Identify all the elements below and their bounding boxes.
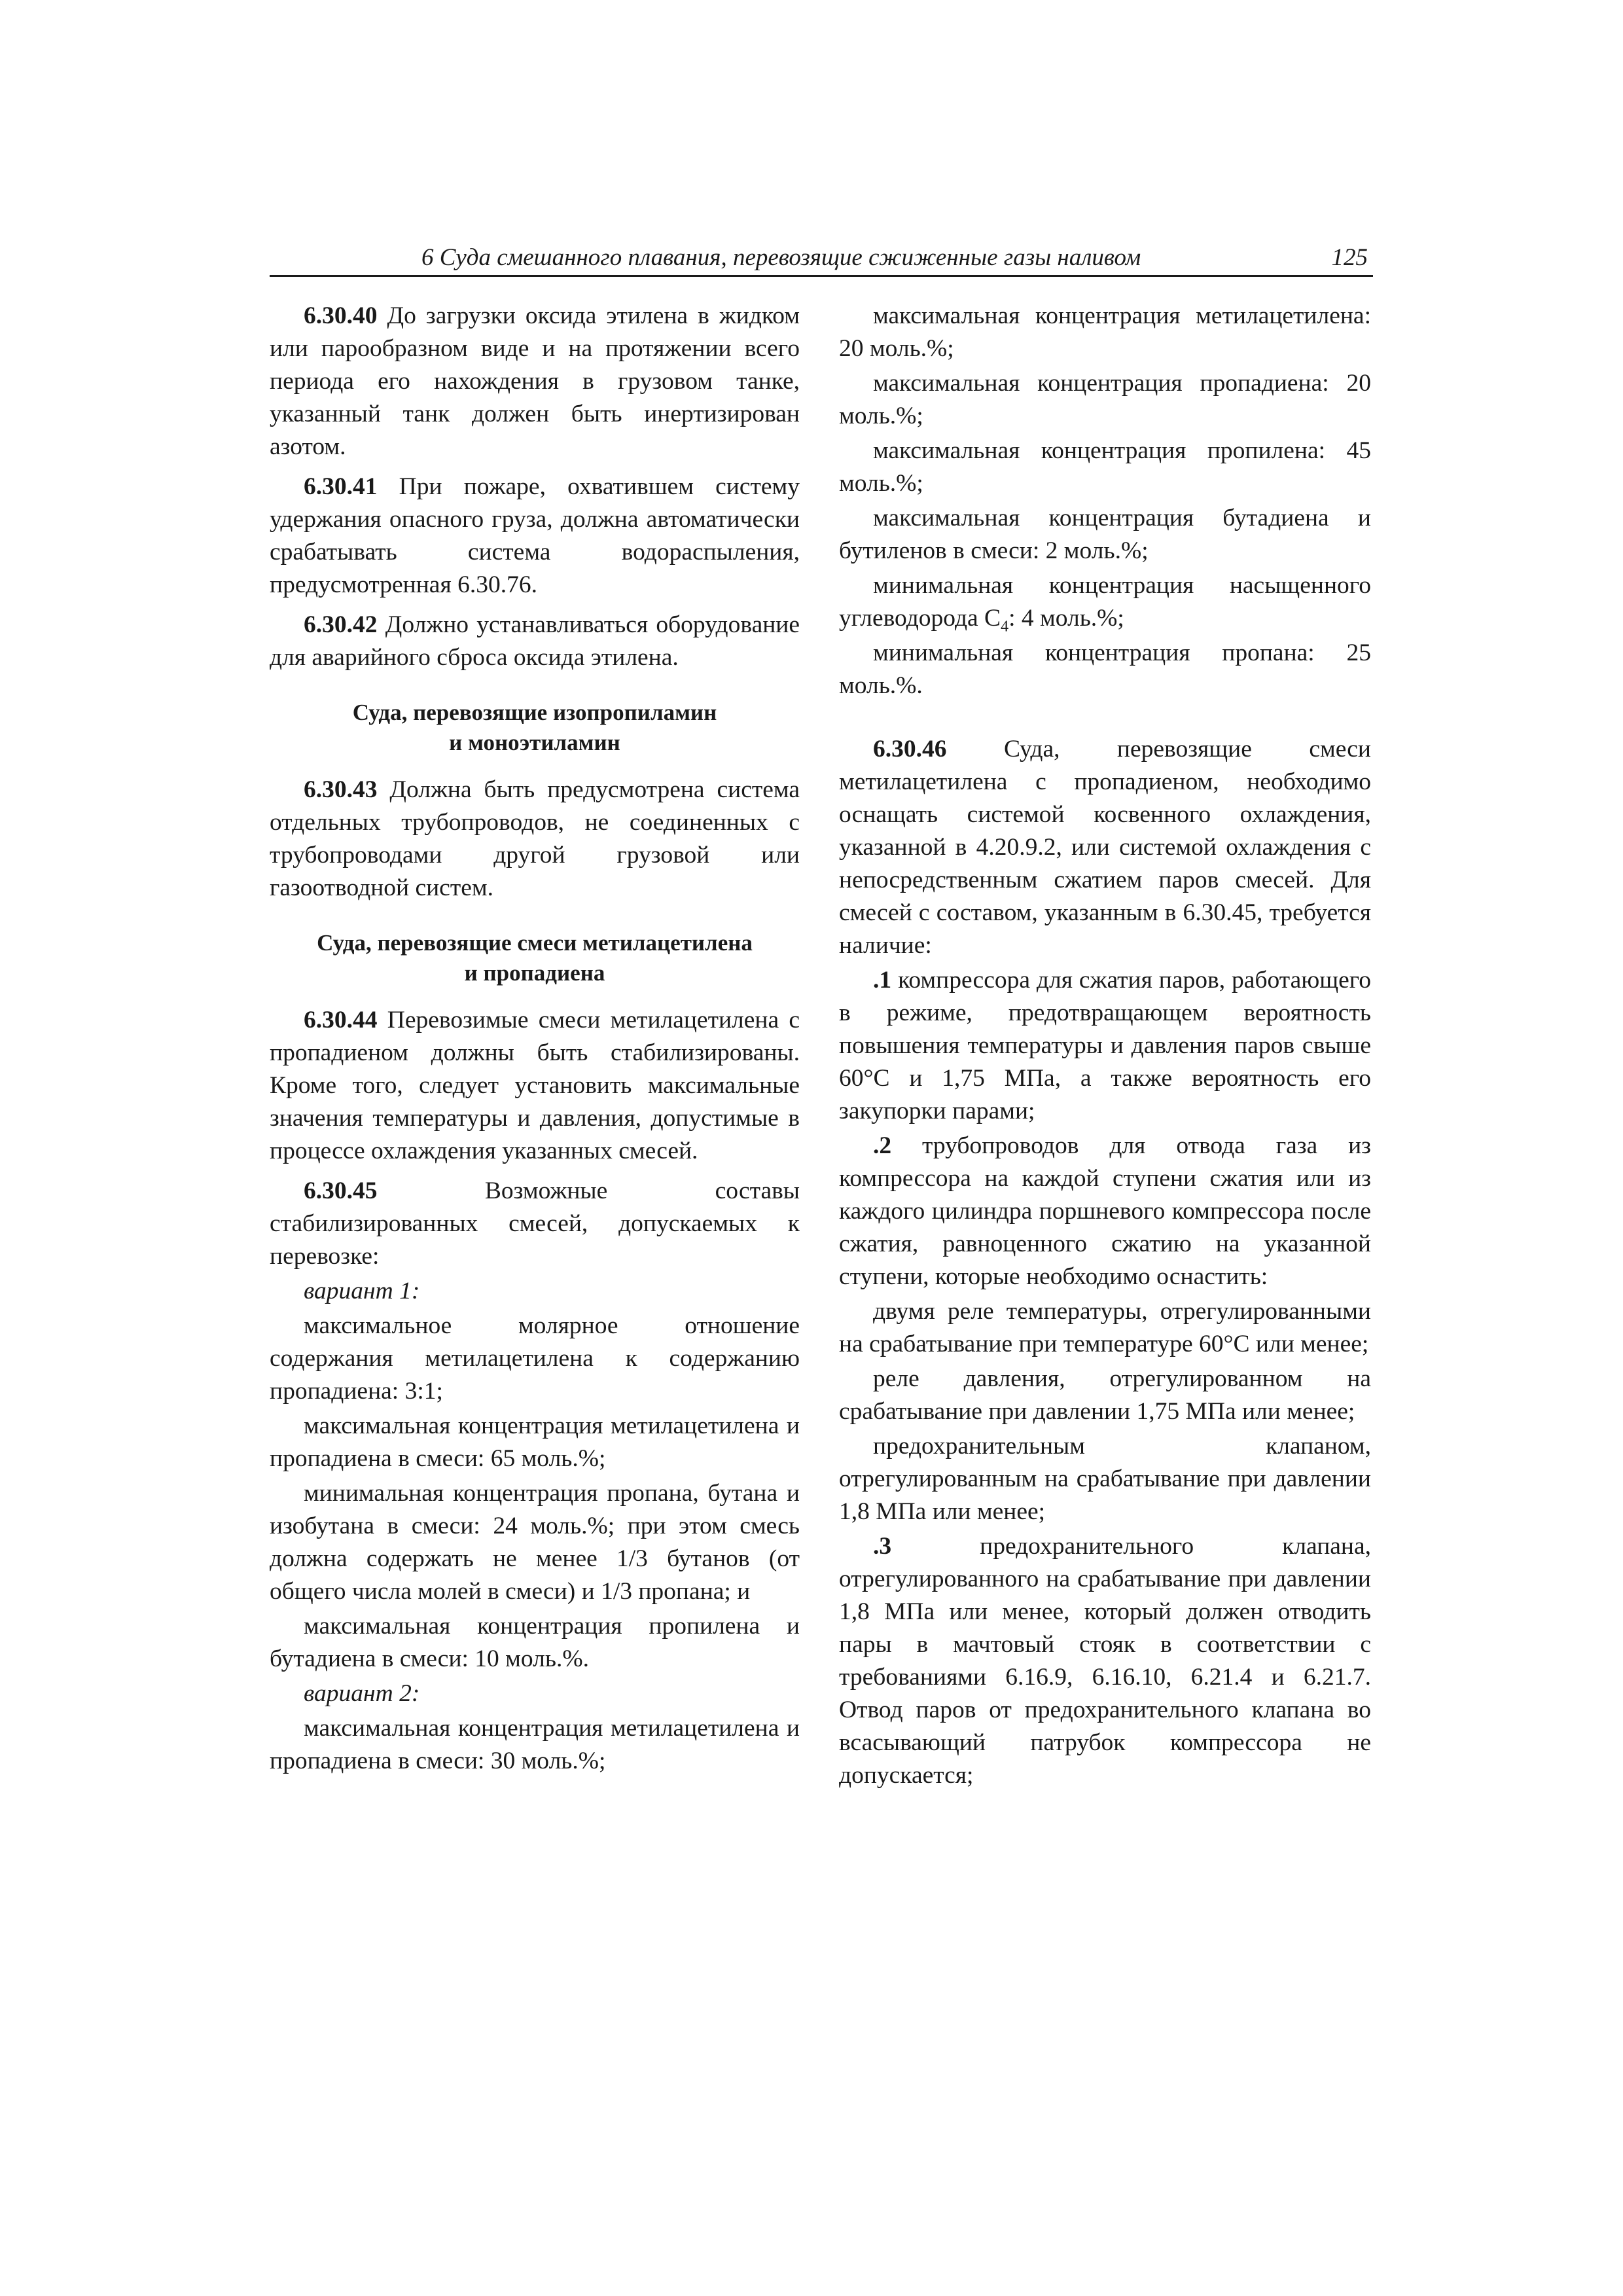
section-heading-isopropylamine [270, 698, 800, 758]
clause-text: До загрузки оксида этилена в жидком или парообразном виде и на протяжении всего периода его нахождения в грузовом танке, указанный танк должен быть инертизирован азотом. [270, 302, 800, 460]
subclause-number: .1 [873, 967, 892, 994]
right-column [839, 300, 1371, 1794]
clause-number: 6.30.44 [304, 1007, 378, 1033]
clause-number: 6.30.43 [304, 776, 378, 803]
clause-number: 6.30.45 [304, 1177, 378, 1204]
c4-text: минимальная концентрация насыщенного углеводорода С [839, 572, 1371, 632]
variant-2-label: вариант 2: [304, 1680, 420, 1707]
paragraph-6-30-40 [270, 300, 800, 463]
subclause-text: трубопроводов для отвода газа из компрессора на каждой ступени сжатия или из каждого цилиндра поршневого компрессора после сжатия, равноценного сжатию на указанной ступени, которые необходимо оснастить: [839, 1132, 1372, 1290]
subclause-2-item: двумя реле температуры, отрегулированными на срабатывание при температуре 60°С или менее; [839, 1298, 1371, 1357]
clause-text: Суда, перевозящие смеси метилацетилена с пропадиеном, необходимо оснащать системой косвенного охлаждения, указанной в 4.20.9.2, или системой охлаждения с непосредственным сжатием паров смесей. Для смесей с составом, указанным в 6.30.45, требуется наличие: [839, 736, 1371, 959]
variant-2-item: максимальная концентрация пропадиена: 20 моль.%; [839, 370, 1371, 429]
subclause-2-item: реле давления, отрегулированном на срабатывание при давлении 1,75 МПа или менее; [839, 1365, 1371, 1425]
heading-line: Суда, перевозящие смеси метилацетилена [317, 930, 753, 956]
subclause-1 [839, 964, 1371, 1128]
heading-line: Суда, перевозящие изопропиламин [352, 700, 717, 725]
variant-1-item: минимальная концентрация пропана, бутана и изобутана в смеси: 24 моль.%; при этом смесь должна содержать не менее 1/3 бутанов (от общего числа молей в смеси) и 1/3 пропана; и [270, 1480, 800, 1605]
subclause-text: предохранительного клапана, отрегулированного на срабатывание при давлении 1,8 МПа или менее, который должен отводить пары в мачтовый стояк в соответствии с требованиями 6.16.9, 6.16.10, 6.21.4 и 6.21.7. Отвод паров от предохранительного клапана во всасывающий патрубок компрессора не допускается; [839, 1533, 1372, 1789]
paragraph-6-30-45 [270, 1175, 800, 1273]
clause-number: 6.30.40 [304, 302, 378, 329]
clause-number: 6.30.41 [304, 473, 378, 500]
left-column [270, 300, 800, 1780]
paragraph-6-30-42 [270, 609, 800, 674]
subclause-number: .3 [873, 1533, 892, 1560]
c4-value: : 4 моль.%; [1008, 605, 1124, 632]
variant-2-item: максимальная концентрация бутадиена и бутиленов в смеси: 2 моль.%; [839, 505, 1371, 564]
spacer [839, 709, 1371, 733]
subclause-text: компрессора для сжатия паров, работающего в режиме, предотвращающем вероятность повышения температуры и давления паров свыше 60°С и 1,75 МПа, а также вероятность его закупорки парами; [839, 967, 1371, 1124]
subclause-2 [839, 1130, 1371, 1293]
c4-subscript: 4 [1001, 618, 1009, 636]
variant-2-item: минимальная концентрация пропана: 25 моль.%. [839, 639, 1371, 699]
section-heading-methylacetylene [270, 928, 800, 988]
subclause-number: .2 [873, 1132, 892, 1159]
subclause-2-item: предохранительным клапаном, отрегулированным на срабатывание при давлении 1,8 МПа или менее; [839, 1433, 1371, 1525]
clause-text: При пожаре, охватившем систему удержания опасного груза, должна автоматически срабатывать система водораспыления, предусмотренная 6.30.76. [270, 473, 800, 598]
variant-1-label: вариант 1: [304, 1278, 420, 1304]
page-number: 125 [1331, 244, 1368, 271]
paragraph-6-30-43 [270, 774, 800, 905]
clause-number: 6.30.42 [304, 611, 378, 638]
subclause-3 [839, 1530, 1371, 1792]
clause-text: Должна быть предусмотрена система отдельных трубопроводов, не соединенных с трубопроводами другой грузовой или газоотводной систем. [270, 776, 800, 901]
variant-1-item: максимальная концентрация метилацетилена и пропадиена в смеси: 65 моль.%; [270, 1412, 800, 1472]
variant-1-item: максимальное молярное отношение содержания метилацетилена к содержанию пропадиена: 3:1; [270, 1312, 800, 1405]
heading-line: и моноэтиламин [449, 730, 620, 755]
clause-text: Должно устанавливаться оборудование для аварийного сброса оксида этилена. [270, 611, 800, 671]
variant-2-item-c4 [839, 569, 1371, 635]
running-title: 6 Суда смешанного плавания, перевозящие сжиженные газы наливом [421, 244, 1141, 271]
paragraph-6-30-46 [839, 733, 1371, 962]
clause-number: 6.30.46 [873, 736, 947, 762]
running-header [270, 241, 1373, 277]
variant-2-item: максимальная концентрация пропилена: 45 моль.%; [839, 437, 1371, 497]
variant-1-item: максимальная концентрация пропилена и бутадиена в смеси: 10 моль.%. [270, 1613, 800, 1672]
paragraph-6-30-44 [270, 1004, 800, 1168]
clause-text: Перевозимые смеси метилацетилена с пропадиеном должны быть стабилизированы. Кроме того, следует установить максимальные значения температуры и давления, допустимые в процессе охлаждения указанных смесей. [270, 1007, 800, 1164]
heading-line: и пропадиена [464, 960, 605, 986]
variant-2-item: максимальная концентрация метилацетилена: 20 моль.%; [839, 302, 1371, 362]
clause-text: Возможные составы стабилизированных смесей, допускаемых к перевозке: [270, 1177, 800, 1270]
variant-2-item: максимальная концентрация метилацетилена и пропадиена в смеси: 30 моль.%; [270, 1715, 800, 1774]
paragraph-6-30-41 [270, 471, 800, 601]
